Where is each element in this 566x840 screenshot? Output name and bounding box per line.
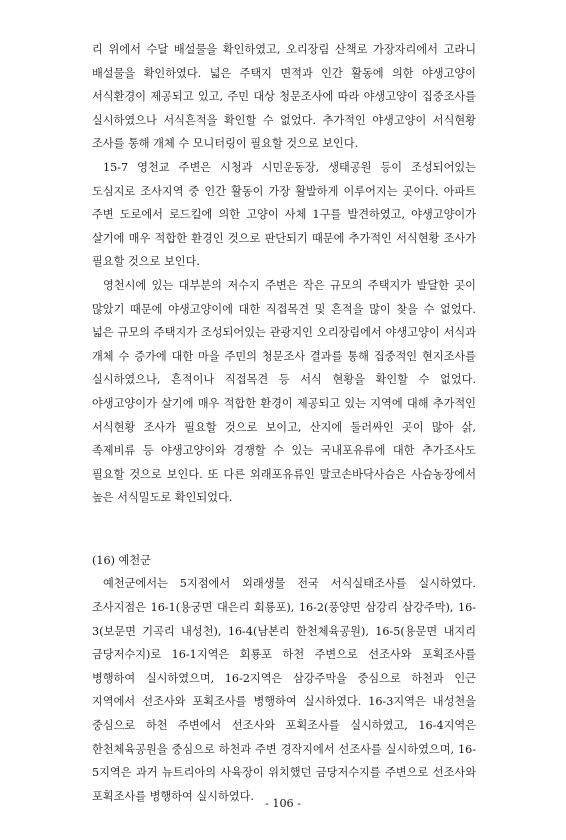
document-body: [92, 38, 476, 808]
paragraph-yeongcheon-bridge: 15-7 영천교 주변은 시청과 시민운동장, 생태공원 등이 조성되어있는 도심지로 조사지역 중 인간 활동이 가장 활발하게 이루어지는 곳이다. 아파트 주변 도로에서 로드킬에 의한 고양이 사체 1구를 발견하였고, 야생고양이가 살기에 매우 적합한 환경인 것으로 판단되기 때문에 추가적인 서식현황 조사가 필요할 것으로 보인다.: [92, 160, 476, 269]
paragraph-yecheon-survey: 예천군에서는 5지점에서 외래생물 전국 서식실태조사를 실시하였다. 조사지점은 16-1(용궁면 대은리 회룡포), 16-2(풍양면 삼강리 삼강주막), 16-3(보문면 기곡리 내성천), 16-4(남본리 한천체육공원), 16-5(용문면 내지리 금당저수지)로 16-1지역은 회룡포 하천 주변으로 선조사와 포획조사를 병행하여 실시하였으며, 16-2지역은 삼강주막을 중심으로 하천과 인근 지역에서 선조사와 포획조사를 병행하여 실시하였다. 16-3지역은 내성천을 중심으로 하천 주변에서 선조사와 포획조사를 실시하였고, 16-4지역은 한천체육공원을 중심으로 하천과 주변 경작지에서 선조사를 실시하였으며, 16-5지역은 과거 뉴트리아의 사육장이 위치했던 금당저수지를 주변으로 선조사와 포획조사를 병행하여 실시하였다.: [92, 577, 476, 803]
section-spacer: [92, 510, 476, 549]
paragraph-reservoir-summary: 영천시에 있는 대부분의 저수지 주변은 작은 규모의 주택지가 발달한 곳이 많았기 때문에 야생고양이에 대한 직접목견 및 흔적을 많이 찾을 수 없었다. 넓은 규모의 주택지가 조성되어있는 관광지인 오리장림에서 야생고양이 서식과 개체 수 증가에 대한 마을 주민의 청문조사 결과를 통해 집중적인 현지조사를 실시하였으나, 흔적이나 직접목견 등 서식 현황을 확인할 수 없었다. 야생고양이가 살기에 매우 적합한 환경이 제공되고 있는 지역에 대해 추가적인 서식현황 조사가 필요할 것으로 보이고, 산지에 둘러싸인 곳이 많아 삵, 족제비류 등 야생고양이와 경쟁할 수 있는 국내포유류에 대한 추가조사도 필요할 것으로 보인다. 또 다른 외래포유류인 말코손바닥사슴은 사슴농장에서 높은 서식밀도로 확인되었다.: [92, 278, 476, 505]
paragraph-otter-traces: 리 위에서 수달 배설물을 확인하였고, 오리장림 산책로 가장자리에서 고라니 배설물을 확인하였다. 넓은 주택지 면적과 인간 활동에 의한 야생고양이 서식환경이 제공되고 있고, 주민 대상 청문조사에 따라 야생고양이 집중조사를 실시하였으나 서식흔적을 확인할 수 없었다. 추가적인 야생고양이 서식현황 조사를 통해 개체 수 모니터링이 필요할 것으로 보인다.: [92, 43, 476, 151]
section-heading: (16) 예천군: [92, 553, 151, 567]
page-number: - 106 -: [264, 797, 302, 810]
